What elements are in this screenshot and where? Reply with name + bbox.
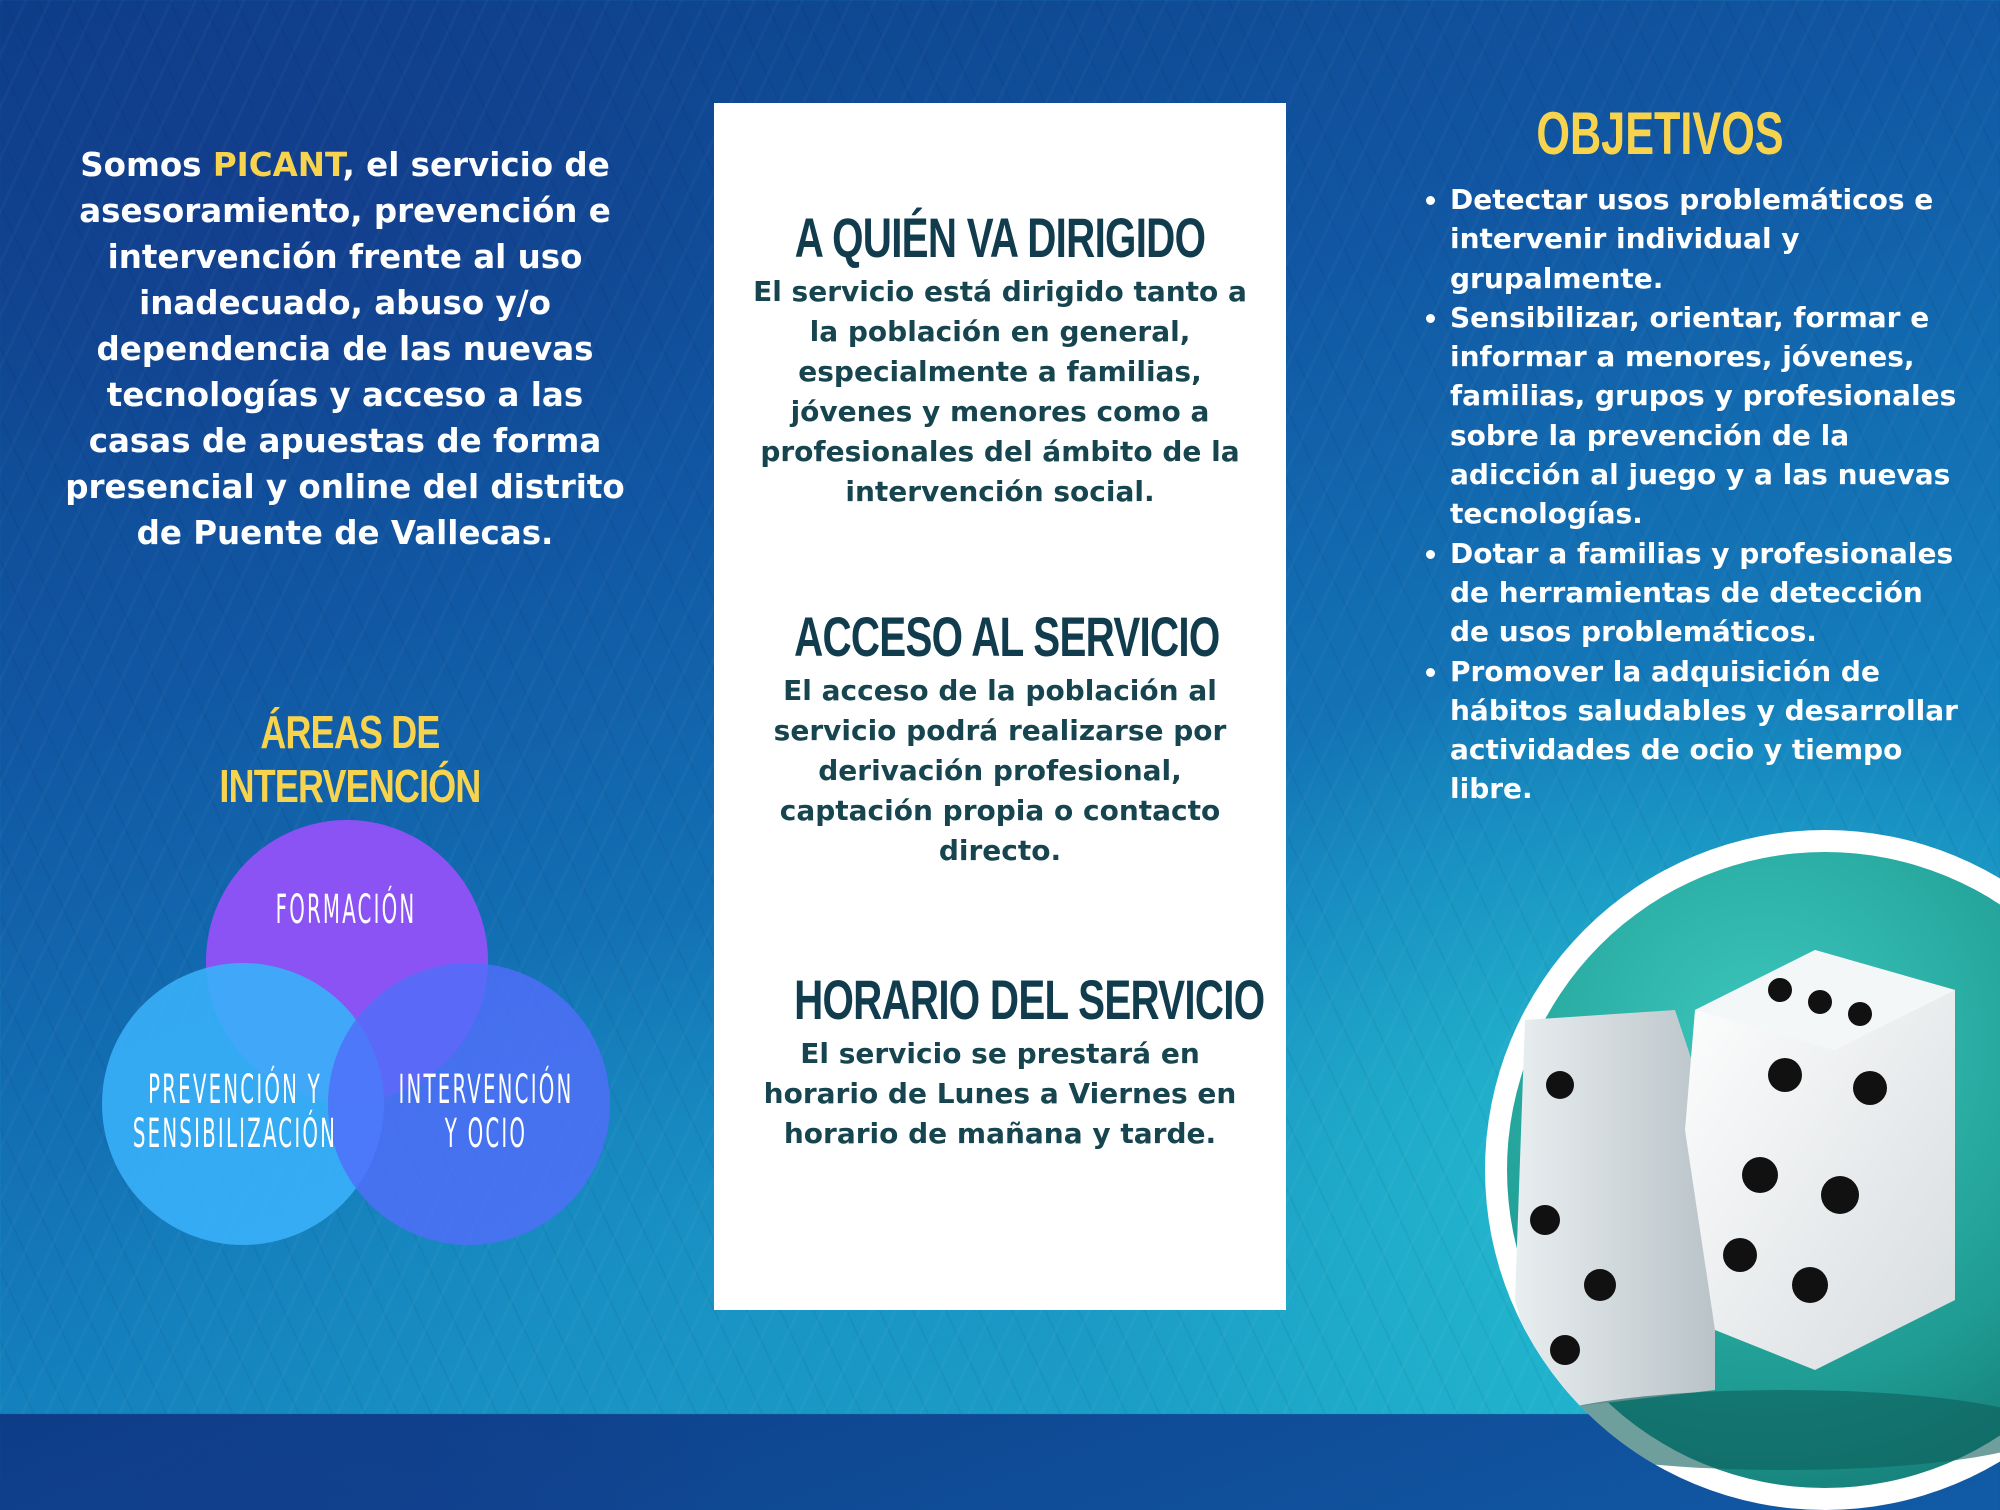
objetivos-list (1420, 180, 1970, 809)
dice-illustration (1485, 830, 2000, 1510)
dice-photo (1485, 830, 2000, 1510)
dirigido-section (714, 206, 1286, 512)
die-pip (1853, 1071, 1887, 1105)
die-pip (1550, 1335, 1580, 1365)
areas-title: ÁREAS DE INTERVENCIÓN (219, 706, 481, 812)
die-pip (1848, 1002, 1872, 1026)
formacion-label: FORMACIÓN (275, 887, 417, 933)
objetivos-title: OBJETIVOS (1536, 100, 1784, 167)
objetivo-item: • Detectar usos problemáticos e intervenir individual y grupalmente. (1450, 180, 1970, 298)
horario-title: HORARIO DEL SERVICIO (794, 968, 1265, 1031)
die-pip (1821, 1176, 1859, 1214)
acceso-section (714, 605, 1286, 871)
intro-rest: , el servicio de asesoramiento, prevención e intervención frente al uso inadecuado, abuso y/o dependencia de las nuevas tecnologías y acceso a las casas de apuestas de forma presencial y online del distrito de Puente de Vallecas. (65, 146, 625, 552)
die-pip (1723, 1238, 1757, 1272)
dirigido-title: A QUIÉN VA DIRIGIDO (794, 206, 1206, 269)
objetivo-item: • Promover la adquisición de hábitos saludables y desarrollar actividades de ocio y tiempo libre. (1450, 652, 1970, 809)
objetivo-item: • Dotar a familias y profesionales de herramientas de detección de usos problemáticos. (1450, 534, 1970, 652)
intervencion-label-line1: INTERVENCIÓN (398, 1067, 574, 1113)
die-pip (1792, 1267, 1828, 1303)
prevencion-label-line1: PREVENCIÓN Y (148, 1067, 322, 1113)
acceso-body: El acceso de la población al servicio podrá realizarse por derivación profesional, captación propia o contacto directo. (773, 674, 1227, 867)
die-pip (1546, 1071, 1574, 1099)
die-pip (1768, 978, 1792, 1002)
venn-diagram (90, 805, 610, 1255)
horario-section (714, 968, 1286, 1154)
prevencion-label-line2: SENSIBILIZACIÓN (132, 1111, 338, 1157)
die-pip (1530, 1205, 1560, 1235)
intervencion-label (376, 1068, 596, 1156)
intro-text (60, 142, 630, 556)
die-pip (1808, 990, 1832, 1014)
prevencion-label (117, 1068, 354, 1156)
horario-body: El servicio se prestará en horario de Lunes a Viernes en horario de mañana y tarde. (763, 1037, 1237, 1150)
brand-name: PICANT (212, 146, 343, 184)
dirigido-body: El servicio está dirigido tanto a la población en general, especialmente a familias, jóvenes y menores como a profesionales del ámbito de la intervención social. (753, 275, 1247, 508)
objetivo-item: • Sensibilizar, orientar, formar e informar a menores, jóvenes, familias, grupos y profesionales sobre la prevención de la adicción al juego y a las nuevas tecnologías. (1450, 298, 1970, 534)
die-pip (1742, 1157, 1778, 1193)
die-pip (1584, 1269, 1616, 1301)
acceso-title: ACCESO AL SERVICIO (794, 605, 1220, 668)
info-panel (714, 103, 1286, 1310)
intro-prefix: Somos (80, 146, 213, 184)
intervencion-label-line2: Y OCIO (444, 1111, 528, 1157)
die-pip (1768, 1058, 1802, 1092)
